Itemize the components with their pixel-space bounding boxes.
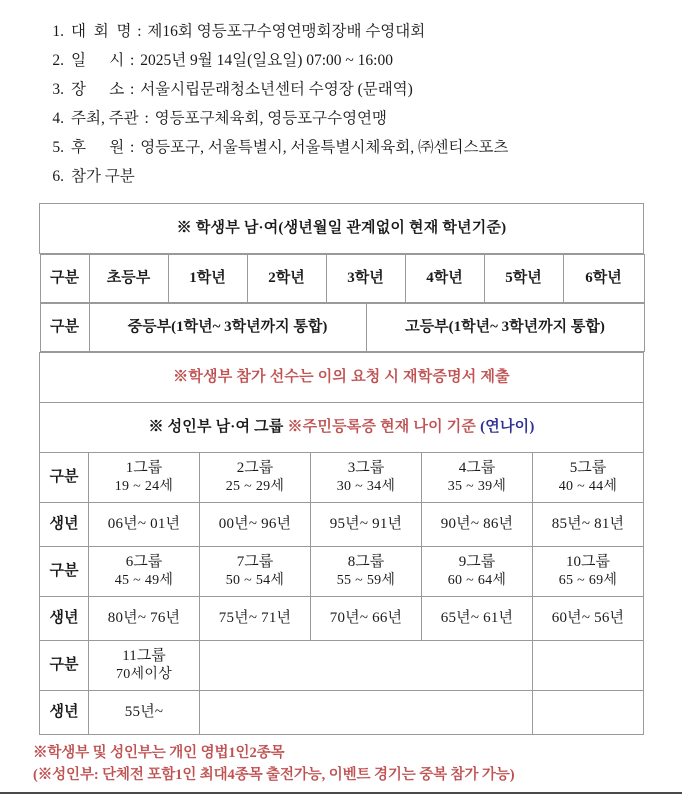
info-label: 후 원: [71, 139, 125, 156]
info-colon: :: [144, 110, 149, 127]
adult-group-cell-2: [200, 453, 311, 503]
birth-year-cell-9: 65년~ 61년: [422, 597, 533, 641]
adult-group-cell-10: [533, 547, 644, 597]
adult-group-cell-7: [200, 547, 311, 597]
group-name: 2그룹: [236, 460, 274, 477]
elementary-cell-grade-5: 5학년: [484, 255, 563, 303]
adult-group-cell-9: [422, 547, 533, 597]
info-item-datetime: [0, 53, 682, 82]
elementary-cell-division: 초등부: [89, 255, 168, 303]
group-name: 3그룹: [347, 460, 385, 477]
info-item-categories: [0, 169, 682, 198]
group-age-range: 25 ~ 29세: [225, 479, 285, 495]
elementary-cell-grade-6: 6학년: [563, 255, 644, 303]
info-label: 일 시: [71, 52, 125, 69]
birth-year-cell-8: 70년~ 66년: [311, 597, 422, 641]
table-row-adult-banner: [40, 403, 644, 453]
info-colon: :: [130, 81, 135, 98]
info-label: 장 소: [71, 81, 125, 98]
table-row-birth-years-1: [40, 503, 644, 547]
group-age-range: 55 ~ 59세: [336, 573, 396, 589]
group-age-range: 50 ~ 54세: [225, 573, 285, 589]
adult-group-cell-8: [311, 547, 422, 597]
group-name: 7그룹: [236, 554, 274, 571]
elementary-cell-grade-2: 2학년: [247, 255, 326, 303]
info-number: 5.: [52, 139, 64, 156]
group-name: 4그룹: [458, 460, 496, 477]
empty-filler-cell-edge: [533, 691, 644, 735]
group-age-range: 45 ~ 49세: [114, 573, 174, 589]
info-item-sponsor: [0, 140, 682, 169]
info-value: 영등포구체육회, 영등포구수영연맹: [154, 110, 388, 127]
table-row-adult-groups-1: [40, 453, 644, 503]
info-number: 1.: [52, 23, 64, 40]
table-row-adult-groups-3: [40, 641, 644, 691]
info-item-venue: [0, 82, 682, 111]
table-row-birth-years-2: [40, 597, 644, 641]
info-label: 대 회 명: [71, 23, 132, 40]
group-age-range: 60 ~ 64세: [447, 573, 507, 589]
secondary-cell-middle-school: 중등부(1학년~ 3학년까지 통합): [89, 304, 366, 352]
secondary-row-header: 구분: [40, 304, 89, 352]
student-enrollment-notice: ※학생부 참가 선수는 이의 요청 시 재학증명서 제출: [40, 353, 644, 403]
adult-groups-2-header: 구분: [40, 547, 89, 597]
group-name: 5그룹: [569, 460, 607, 477]
info-label: 참가 구분: [71, 168, 135, 185]
bottom-divider: [0, 792, 682, 794]
adult-group-cell-5: [533, 453, 644, 503]
adult-group-cell-11: [89, 641, 200, 691]
group-name: 9그룹: [458, 554, 496, 571]
empty-filler-cell: [200, 691, 533, 735]
table-row-elementary: [40, 254, 644, 304]
footer-note-line-1: ※학생부 및 성인부는 개인 영법1인2종목: [33, 745, 285, 761]
info-number: 3.: [52, 81, 64, 98]
info-label: 주최, 주관: [71, 110, 139, 127]
empty-filler-cell: [200, 641, 533, 691]
info-value: 제16회 영등포구수영연맹회장배 수영대회: [147, 23, 426, 40]
group-age-range: 65 ~ 69세: [558, 573, 618, 589]
info-value: 서울시립문래청소년센터 수영장 (문래역): [140, 81, 413, 98]
elementary-row-header: 구분: [40, 255, 89, 303]
competition-info-list: [0, 0, 682, 198]
adult-group-cell-3: [311, 453, 422, 503]
group-age-range: 40 ~ 44세: [558, 479, 618, 495]
info-colon: :: [130, 139, 135, 156]
info-colon: :: [137, 23, 142, 40]
birth-year-cell-5: 85년~ 81년: [533, 503, 644, 547]
info-item-organizer: [0, 111, 682, 140]
adult-groups-1-header: 구분: [40, 453, 89, 503]
birth-year-cell-6: 80년~ 76년: [89, 597, 200, 641]
group-age-range: 19 ~ 24세: [114, 479, 174, 495]
info-value: 영등포구, 서울특별시, 서울특별시체육회, ㈜센티스포츠: [140, 139, 509, 156]
adult-banner-text-black: ※ 성인부 남·여 그룹: [148, 419, 288, 436]
birth-years-1-header: 생년: [40, 503, 89, 547]
secondary-cell-high-school: 고등부(1학년~ 3학년까지 통합): [366, 304, 644, 352]
birth-year-cell-2: 00년~ 96년: [200, 503, 311, 547]
info-number: 4.: [52, 110, 64, 127]
birth-years-3-header: 생년: [40, 691, 89, 735]
group-name: 11그룹: [122, 648, 166, 665]
group-name: 1그룹: [125, 460, 163, 477]
table-row-student-notice: [40, 353, 644, 403]
footer-note-line-2: (※성인부: 단체전 포함1인 최대4종목 출전가능, 이벤트 경기는 중복 참가 가능): [33, 767, 515, 784]
group-age-range: 30 ~ 34세: [336, 479, 396, 495]
footer-notes: [33, 742, 514, 787]
info-value: 2025년 9월 14일(일요일) 07:00 ~ 16:00: [140, 52, 393, 69]
empty-filler-cell-edge: [533, 641, 644, 691]
group-age-range: 70세이상: [115, 667, 173, 683]
elementary-cell-grade-3: 3학년: [326, 255, 405, 303]
table-row-student-banner: [40, 204, 644, 254]
group-name: 10그룹: [566, 554, 610, 571]
adult-group-cell-4: [422, 453, 533, 503]
table-row-secondary: [40, 303, 644, 353]
birth-year-cell-3: 95년~ 91년: [311, 503, 422, 547]
birth-year-cell-7: 75년~ 71년: [200, 597, 311, 641]
birth-years-2-header: 생년: [40, 597, 89, 641]
student-section-banner: ※ 학생부 남·여(생년월일 관계없이 현재 학년기준): [40, 204, 644, 254]
birth-year-cell-4: 90년~ 86년: [422, 503, 533, 547]
info-number: 6.: [52, 168, 64, 185]
info-item-name: [0, 24, 682, 53]
adult-groups-3-header: 구분: [40, 641, 89, 691]
adult-banner-text-red: ※주민등록증 현재 나이 기준: [287, 419, 481, 436]
table-row-birth-years-3: [40, 691, 644, 735]
info-colon: :: [130, 52, 135, 69]
elementary-cell-grade-1: 1학년: [168, 255, 247, 303]
birth-year-cell-10: 60년~ 56년: [533, 597, 644, 641]
group-name: 6그룹: [125, 554, 163, 571]
birth-year-cell-1: 06년~ 01년: [89, 503, 200, 547]
adult-banner-text-blue: (연나이): [480, 419, 535, 436]
elementary-cell-grade-4: 4학년: [405, 255, 484, 303]
adult-section-banner: [40, 403, 644, 453]
group-name: 8그룹: [347, 554, 385, 571]
birth-year-cell-11: 55년~: [89, 691, 200, 735]
table-row-adult-groups-2: [40, 547, 644, 597]
participation-category-table: [39, 203, 643, 735]
info-number: 2.: [52, 52, 64, 69]
adult-group-cell-1: [89, 453, 200, 503]
adult-group-cell-6: [89, 547, 200, 597]
group-age-range: 35 ~ 39세: [447, 479, 507, 495]
